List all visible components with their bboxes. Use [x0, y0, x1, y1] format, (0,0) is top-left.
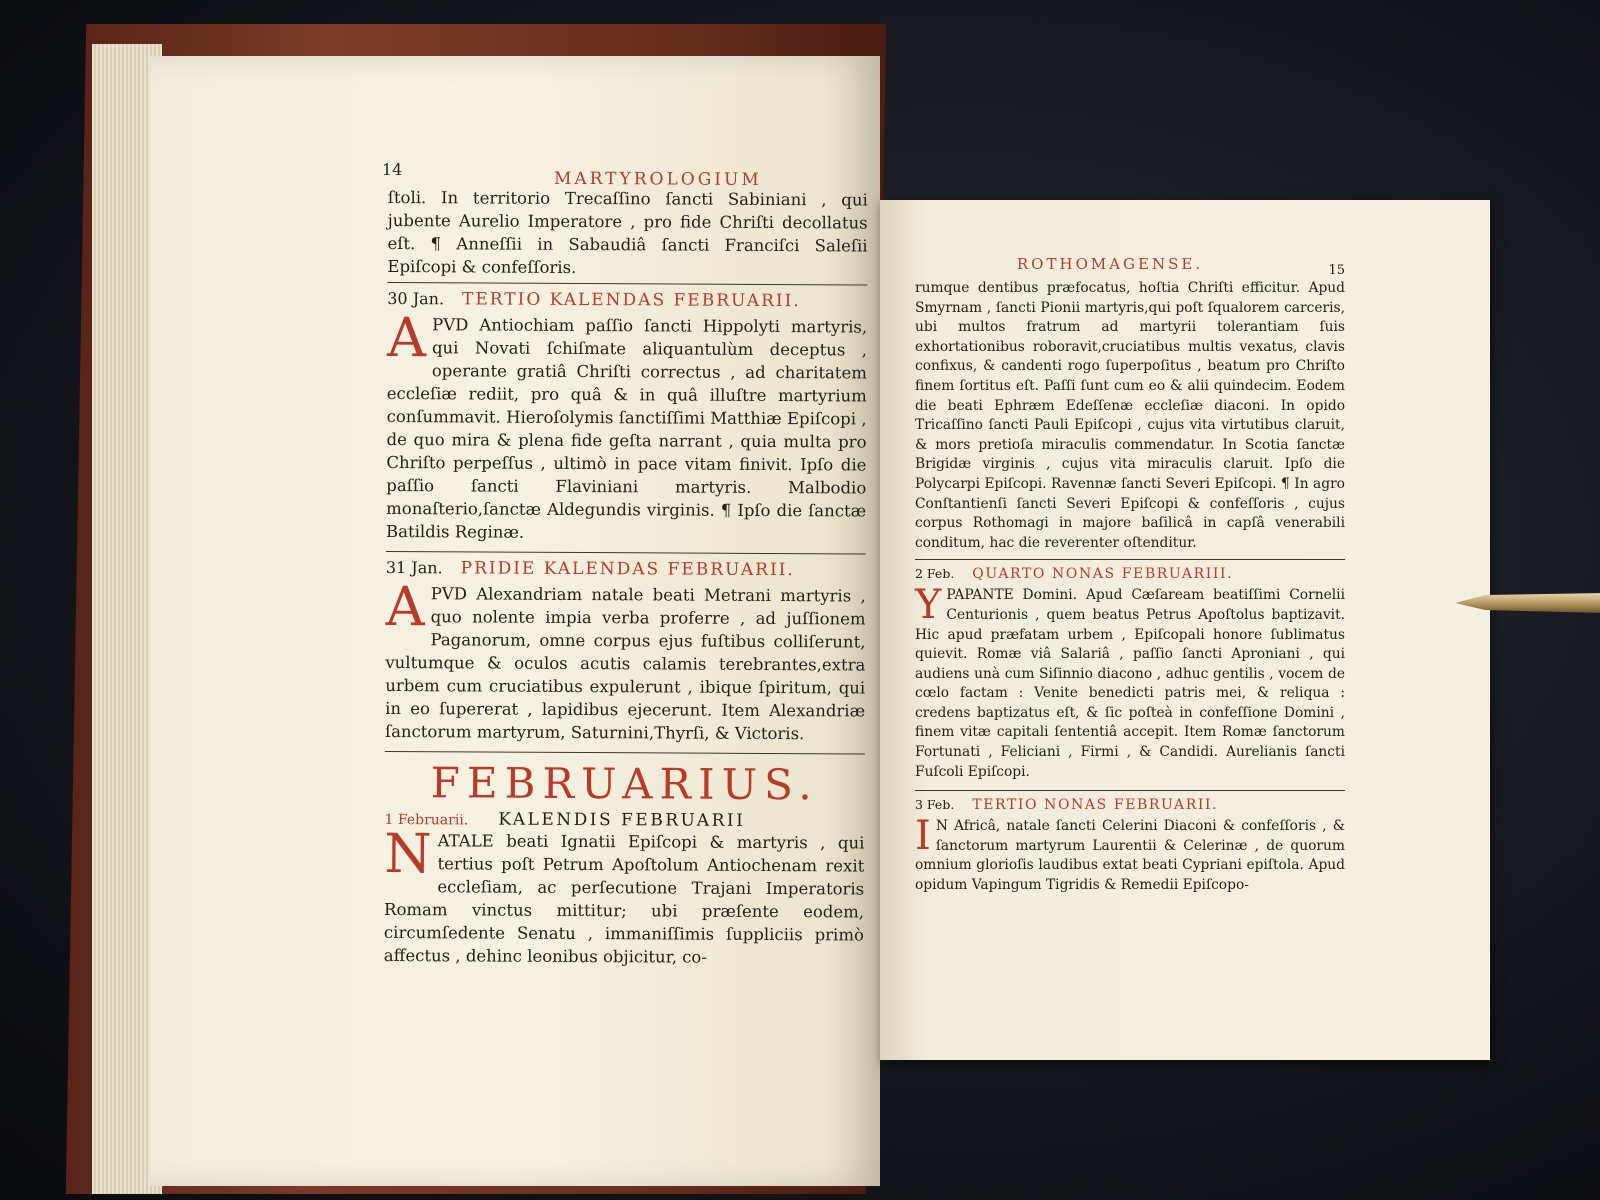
entry-header-31-jan: [386, 558, 866, 581]
divider: [915, 790, 1345, 791]
entry-title: TERTIO NONAS FEBRUARII.: [972, 797, 1219, 814]
entry-body-2-feb: YPAPANTE Domini. Apud Cæſaream beatiſſimi Cornelii Centurionis , quem beatus Petrus Apoſtolus baptizavit. Hic apud præfatam urbem , Epiſcopali honore ſublimatus quievit. Romæ viâ Salariâ , paſſio ſancti Aproniani , qui audiens unà cum Siſinnio diacono , adhuc gentilis , vocem de cœlo factam : Venite benedicti patris mei, & reliqua : credens baptizatus eſt, & ſic poſteà in confeſſione Domini , finem vitæ capitali ſententiâ accepit. Item Romæ ſanctorum Fortunati , Feliciani , Firmi , & Candidi. Aurelianis ſancti Fuſcoli Epiſcopi.: [915, 582, 1345, 780]
month-heading: FEBRUARIUS.: [430, 758, 819, 810]
entry-date: 30 Jan.: [387, 288, 445, 309]
drop-cap: Y: [915, 582, 942, 629]
entry-title: QUARTO NONAS FEBRUARIII.: [972, 566, 1234, 583]
divider: [386, 551, 866, 555]
running-head-left: MARTYROLOGIUM: [553, 168, 762, 190]
drop-cap: I: [915, 813, 931, 860]
entry-header-30-jan: [387, 289, 867, 312]
page-number-right: 15: [1328, 263, 1345, 278]
drop-cap: A: [386, 305, 427, 370]
divider: [385, 751, 865, 755]
entry-header-3-feb: [915, 797, 1345, 813]
entry-date: 2 Feb.: [915, 566, 955, 582]
entry-title: KALENDIS FEBRUARII: [498, 809, 746, 831]
entry-body-3-feb: I N Africâ, natale ſancti Celerini Diaconi & confeſſoris , & ſanctorum martyrum Laurentii & Celerinæ , de quorum omnium glorioſis laudibus extat beati Cypriani epiſtola. Apud opidum Vapingum Tigridis & Remedii Epiſcopo-: [915, 813, 1345, 894]
entry-date: 3 Feb.: [915, 797, 955, 813]
entry-body-30-jan: APVD Antiochiam paſſio ſancti Hippolyti martyris, qui Novati ſchiſmate aliquantulùm deceptus , operante gratiâ Chriſti correctus , ad charitatem eccleſiæ rediit, pro quâ & in quâ illuſtre martyrium conſummavit. Hieroſolymis ſanctiſſimi Matthiæ Epiſcopi , de quo mira & plena fide geſta narrant , quia multa pro Chriſto perpeſſus , ultimò in pace vitam finivit. Ipſo die paſſio ſancti Flaviniani martyris. Malbodio monaſterio,ſanctæ Aldegundis virginis. ¶ Ipſo die ſanctæ Batildis Reginæ.: [386, 305, 868, 542]
opening-paragraph-left: ſtoli. In territorio Trecaſſino ſancti Sabiniani , qui jubente Aurelio Imperatore , pro fide Chriſti decollatus eſt. ¶ Anneſſii in Sabaudiâ ſancti Franciſci Saleſii Epiſcopi & confeſſoris.: [387, 187, 868, 277]
left-page-text: [381, 159, 868, 970]
letter-opener-icon: [1455, 590, 1600, 616]
drop-cap: N: [384, 821, 432, 886]
page-number-left: 14: [381, 159, 403, 180]
entry-title: PRIDIE KALENDAS FEBRUARII.: [460, 558, 795, 581]
right-page-text: [915, 255, 1345, 896]
divider: [387, 282, 867, 286]
entry-date: 1 Februarii.: [384, 811, 469, 829]
entry-header-2-feb: [915, 566, 1345, 582]
entry-title: TERTIO KALENDAS FEBRUARII.: [462, 289, 801, 312]
divider: [915, 559, 1345, 560]
entry-body-31-jan: APVD Alexandriam natale beati Metrani martyris , quo nolente impia verba proferre , ad juſſionem Paganorum, omne corpus ejus fuſtibus colliſerunt, vultumque & oculos acutis calamis terebrantes,extra urbem cum cruciatibus expulerunt , ibique ſpiritum, qui in eo ſupererat , lapidibus ejecerunt. Item Alexandriæ ſanctorum martyrum, Saturnini,Thyrſi, & Victoris.: [384, 574, 866, 744]
opening-paragraph-right: rumque dentibus præfocatus, hoſtia Chriſti efficitur. Apud Smyrnam , ſancti Pionii martyris,qui poſt ſqualorem carceris, ubi multos fratrum ad martyrii tolerantiam ſuis exhortationibus roboravit,cruciatibus multis vexatus, clavis confixus, & candenti rogo ſuperpoſitus , beatum pro Chriſto finem ſortitus eſt. Paſſi ſunt cum eo & alii quindecim. Eodem die beati Ephræm Edeſſenæ eccleſiæ diaconi. In opido Tricaſſino ſancti Pauli Epiſcopi , cujus vita virtutibus claruit, & mors pretioſa miraculis commendatur. In Scotia ſanctæ Brigidæ virginis , cujus vita miraculis claruit. Ipſo die Polycarpi Epiſcopi. Ravennæ ſancti Severi Epiſcopi. ¶ In agro Conſtantienſi ſancti Severi Epiſcopi & confeſſoris , cujus corpus Rothomagi in majore baſilicâ in capſâ venerabili conditum, hac die reverenter oſtenditur.: [915, 280, 1345, 551]
entry-header-1-feb: [384, 809, 864, 832]
running-head-right: ROTHOMAGENSE.: [1016, 255, 1204, 273]
entry-body-1-feb: NATALE beati Ignatii Epiſcopi & martyris , qui tertius poſt Petrum Apoſtolum Antiochenam rexit eccleſiam, ac perſecutione Trajani Imperatoris Romam vinctus mittitur; ubi præſente eodem, circumſedente Senatu , immaniſſimis ſuppliciis primò affectus , dehinc leonibus objicitur, co-: [383, 821, 865, 967]
entry-date: 31 Jan.: [385, 557, 443, 578]
drop-cap: A: [385, 574, 425, 639]
